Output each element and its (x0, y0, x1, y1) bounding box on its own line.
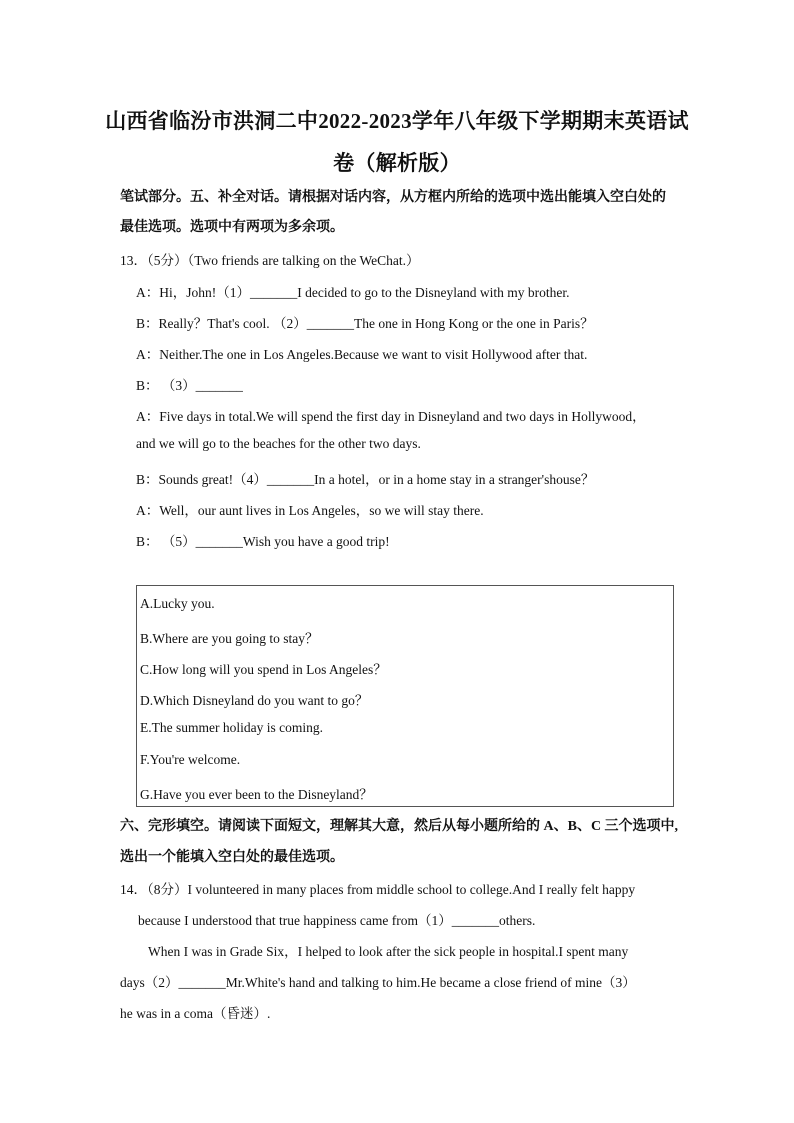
dialogue-line: B： （3）_______ (136, 378, 243, 393)
dialogue-line: A：Five days in total.We will spend the first day in Disneyland and two days in Hollywood， (136, 409, 646, 424)
dialogue-line: A：Well，our aunt lives in Los Angeles，so we will stay there. (136, 503, 484, 518)
option-item: E.The summer holiday is coming. (140, 720, 323, 735)
option-item: G.Have you ever been to the Disneyland？ (140, 787, 373, 802)
section6-instruction-line-2: 选出一个能填入空白处的最佳选项。 (120, 850, 344, 865)
question-14-line: because I understood that true happiness came from（1）_______others. (138, 913, 536, 928)
option-item: B.Where are you going to stay？ (140, 631, 319, 646)
question-14-line: 14．（8分）I volunteered in many places from middle school to college.And I really felt happy (120, 882, 636, 897)
dialogue-line: B：Sounds great!（4）_______In a hotel，or in a home stay in a stranger'shouse？ (136, 472, 595, 487)
dialogue-line: B：Really？That's cool. （2）_______The one in Hong Kong or the one in Paris？ (136, 316, 594, 331)
question-14-line: When I was in Grade Six，I helped to look after the sick people in hospital.I spent many (148, 944, 629, 959)
section5-instruction-line-2: 最佳选项。选项中有两项为多余项。 (120, 220, 344, 235)
dialogue-line: and we will go to the beaches for the other two days. (136, 436, 421, 451)
dialogue-line: B： （5）_______Wish you have a good trip! (136, 534, 390, 549)
section5-instruction-line-1: 笔试部分。五、补全对话。请根据对话内容，从方框内所给的选项中选出能填入空白处的 (120, 190, 666, 205)
option-item: D.Which Disneyland do you want to go？ (140, 693, 369, 708)
question-14-line: days（2）_______Mr.White's hand and talking to him.He became a close friend of mine（3） (120, 975, 636, 990)
question-13-header: 13．（5分）（Two friends are talking on the WeChat.） (120, 253, 420, 268)
option-item: F.You're welcome. (140, 752, 241, 767)
document-title-line-2: 卷（解析版） (333, 151, 461, 175)
question-14-line: he was in a coma（昏迷）. (120, 1006, 271, 1021)
section6-instruction-line-1: 六、完形填空。请阅读下面短文，理解其大意，然后从每小题所给的 A、B、C 三个选项中, (120, 819, 679, 834)
option-item: A.Lucky you. (140, 596, 215, 611)
option-item: C.How long will you spend in Los Angeles？ (140, 662, 387, 677)
options-box (136, 585, 674, 807)
dialogue-line: A：Neither.The one in Los Angeles.Because we want to visit Hollywood after that. (136, 347, 588, 362)
document-title-line-1: 山西省临汾市洪洞二中2022-2023学年八年级下学期期末英语试 (105, 109, 689, 133)
dialogue-line: A：Hi，John!（1）_______I decided to go to the Disneyland with my brother. (136, 285, 570, 300)
